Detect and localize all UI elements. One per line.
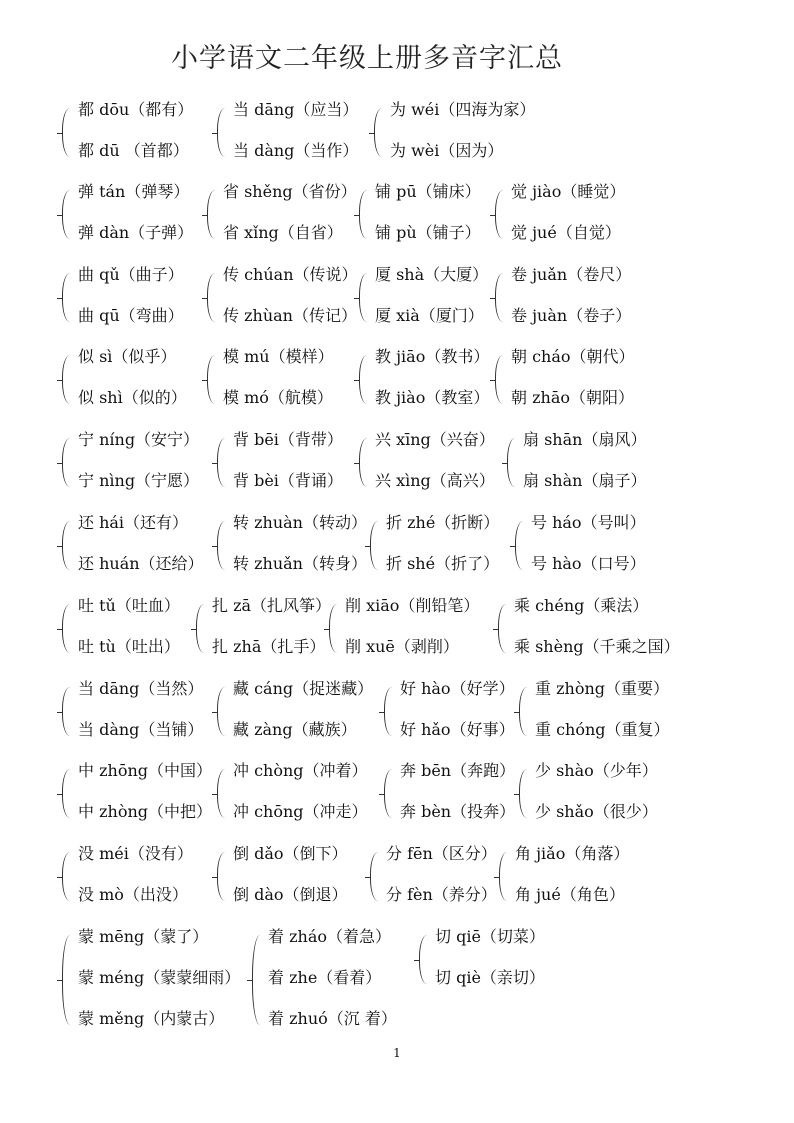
polyphone-group [213,761,393,822]
brace [380,687,389,736]
brace [495,852,504,901]
brace [213,769,222,818]
polyphone-group [58,100,238,161]
pronunciation-entry: 扇 shàn（扇子） [523,471,647,490]
pronunciation-entry: 蒙 měng（内蒙古） [78,1009,225,1028]
brace [355,190,364,239]
pronunciation-entry: 着 zháo（着急） [268,927,391,946]
polyphone-group [491,265,671,326]
brace [515,687,524,736]
pronunciation-entry: 都 dōu（都有） [78,100,194,119]
pronunciation-entry: 兴 xīng（兴奋） [375,430,495,449]
pronunciation-entry: 曲 qū（弯曲） [78,306,184,325]
polyphone-group [58,844,238,905]
pronunciation-entry: 扎 zhā（扎手） [212,637,326,656]
pronunciation-entry: 削 xiāo（削铅笔） [345,596,480,615]
pronunciation-entry: 折 zhé（折断） [386,513,500,532]
pronunciation-entry: 背 bēi（背带） [233,430,343,449]
pronunciation-entry: 角 jiǎo（角落） [515,844,630,863]
pronunciation-entry: 还 huán（还给） [78,554,204,573]
pronunciation-entry: 传 chúan（传说） [223,265,358,284]
brace [491,190,500,239]
pronunciation-entry: 觉 jué（自觉） [511,223,621,242]
polyphone-group [248,927,428,1029]
pronunciation-entry: 分 fèn（养分） [386,885,497,904]
brace [355,273,364,322]
polyphone-group [58,679,238,740]
brace [58,769,67,818]
polyphone-group [58,761,238,822]
pronunciation-entry: 吐 tǔ（吐血） [78,596,180,615]
polyphone-group [213,679,393,740]
pronunciation-entry: 当 dàng（当铺） [78,720,204,739]
brace [370,108,379,157]
pronunciation-entry: 着 zhe（看着） [268,968,382,987]
pronunciation-entry: 卷 juàn（卷子） [511,306,632,325]
pronunciation-entry: 厦 shà（大厦） [375,265,489,284]
pronunciation-entry: 教 jiāo（教书） [375,347,490,366]
pronunciation-entry: 分 fēn（区分） [386,844,497,863]
pronunciation-entry: 当 dàng（当作） [233,141,359,160]
pronunciation-entry: 乘 shèng（千乘之国） [514,637,680,656]
pronunciation-entry: 奔 bēn（奔跑） [400,761,516,780]
pronunciation-entry: 宁 níng（安宁） [78,430,200,449]
polyphone-group [491,182,671,243]
pronunciation-entry: 切 qiè（亲切） [435,968,545,987]
pronunciation-entry: 削 xuē（剥削） [345,637,459,656]
pronunciation-entry: 弹 tán（弹琴） [78,182,190,201]
polyphone-group [58,430,238,491]
pronunciation-entry: 还 hái（还有） [78,513,189,532]
pronunciation-entry: 觉 jiào（睡觉） [511,182,626,201]
brace [58,687,67,736]
pronunciation-entry: 当 dāng（当然） [78,679,204,698]
pronunciation-entry: 没 méi（没有） [78,844,193,863]
pronunciation-entry: 扎 zā（扎风筝） [212,596,332,615]
pronunciation-entry: 少 shào（少年） [535,761,658,780]
pronunciation-entry: 倒 dǎo（倒下） [233,844,348,863]
brace [58,108,67,157]
page-number: 1 [393,1046,401,1060]
brace [58,521,67,570]
pronunciation-entry: 似 sì（似乎） [78,347,177,366]
pronunciation-entry: 冲 chōng（冲走） [233,802,368,821]
pronunciation-entry: 蒙 mēng（蒙了） [78,927,209,946]
pronunciation-entry: 当 dāng（应当） [233,100,359,119]
pronunciation-entry: 少 shǎo（很少） [535,802,658,821]
pronunciation-entry: 传 zhùan（传记） [223,306,357,325]
brace [355,438,364,487]
brace [415,935,424,984]
brace [58,190,67,239]
pronunciation-entry: 为 wèi（因为） [390,141,504,160]
brace [511,521,520,570]
pronunciation-entry: 角 jué（角色） [515,885,625,904]
polyphone-group [213,100,393,161]
pronunciation-entry: 重 chóng（重复） [535,720,670,739]
pronunciation-entry: 好 hào（好学） [400,679,515,698]
pronunciation-entry: 中 zhōng（中国） [78,761,213,780]
polyphone-group [58,927,241,1029]
pronunciation-entry: 好 hǎo（好事） [400,720,515,739]
polyphone-group [495,844,675,905]
polyphone-group [58,513,238,574]
polyphone-group [325,596,505,657]
pronunciation-entry: 重 zhòng（重要） [535,679,670,698]
pronunciation-entry: 中 zhòng（中把） [78,802,213,821]
pronunciation-entry: 模 mó（航模） [223,388,333,407]
brace [58,935,67,1025]
brace [192,604,201,653]
pronunciation-entry: 朝 zhāo（朝阳） [511,388,634,407]
pronunciation-entry: 乘 chéng（乘法） [514,596,649,615]
brace [380,769,389,818]
pronunciation-entry: 朝 cháo（朝代） [511,347,635,366]
brace [58,852,67,901]
pronunciation-entry: 模 mú（模样） [223,347,334,366]
brace [203,190,212,239]
pronunciation-entry: 铺 pū（铺床） [375,182,481,201]
pronunciation-entry: 省 shěng（省份） [223,182,357,201]
polyphone-group [415,927,595,988]
pronunciation-entry: 教 jiào（教室） [375,388,490,407]
brace [366,521,375,570]
brace [366,852,375,901]
pronunciation-entry: 转 zhuǎn（转身） [233,554,367,573]
brace [248,935,257,1025]
pronunciation-entry: 扇 shān（扇风） [523,430,647,449]
pronunciation-entry: 都 dū （首都） [78,141,189,160]
pronunciation-entry: 号 háo（号叫） [531,513,646,532]
pronunciation-entry: 转 zhuàn（转动） [233,513,367,532]
polyphone-group [370,100,550,161]
brace [503,438,512,487]
brace [213,852,222,901]
pronunciation-entry: 省 xǐng（自省） [223,223,343,242]
pronunciation-entry: 号 hào（口号） [531,554,646,573]
brace [213,438,222,487]
polyphone-group [491,347,671,408]
page-title: 小学语文二年级上册多音字汇总 [171,43,563,74]
pronunciation-entry: 没 mò（出没） [78,885,188,904]
pronunciation-entry: 兴 xìng（高兴） [375,471,495,490]
pronunciation-entry: 切 qiē（切菜） [435,927,545,946]
brace [494,604,503,653]
pronunciation-entry: 藏 cáng（捉迷藏） [233,679,374,698]
brace [58,273,67,322]
pronunciation-entry: 宁 nìng（宁愿） [78,471,200,490]
brace [58,355,67,404]
pronunciation-entry: 似 shì（似的） [78,388,187,407]
pronunciation-entry: 背 bèi（背诵） [233,471,343,490]
pronunciation-entry: 倒 dào（倒退） [233,885,348,904]
pronunciation-entry: 吐 tù（吐出） [78,637,180,656]
polyphone-group [511,513,691,574]
pronunciation-entry: 冲 chòng（冲着） [233,761,368,780]
pronunciation-entry: 蒙 méng（蒙蒙细雨） [78,968,241,987]
polyphone-group [515,761,695,822]
brace [325,604,334,653]
brace [58,438,67,487]
pronunciation-entry: 着 zhuó（沉 着） [268,1009,397,1028]
pronunciation-entry: 铺 pù（铺子） [375,223,481,242]
brace [515,769,524,818]
brace [58,604,67,653]
pronunciation-entry: 曲 qǔ（曲子） [78,265,184,284]
pronunciation-entry: 厦 xià（厦门） [375,306,484,325]
brace [213,108,222,157]
pronunciation-entry: 卷 juǎn（卷尺） [511,265,632,284]
polyphone-group [503,430,683,491]
pronunciation-entry: 藏 zàng（藏族） [233,720,357,739]
brace [203,355,212,404]
brace [213,521,222,570]
brace [491,355,500,404]
polyphone-group [494,596,680,657]
polyphone-group [515,679,695,740]
pronunciation-entry: 弹 dàn（子弹） [78,223,194,242]
pronunciation-entry: 折 shé（折了） [386,554,500,573]
brace [213,687,222,736]
brace [203,273,212,322]
pronunciation-entry: 奔 bèn（投奔） [400,802,516,821]
pronunciation-entry: 为 wéi（四海为家） [390,100,536,119]
brace [355,355,364,404]
brace [491,273,500,322]
